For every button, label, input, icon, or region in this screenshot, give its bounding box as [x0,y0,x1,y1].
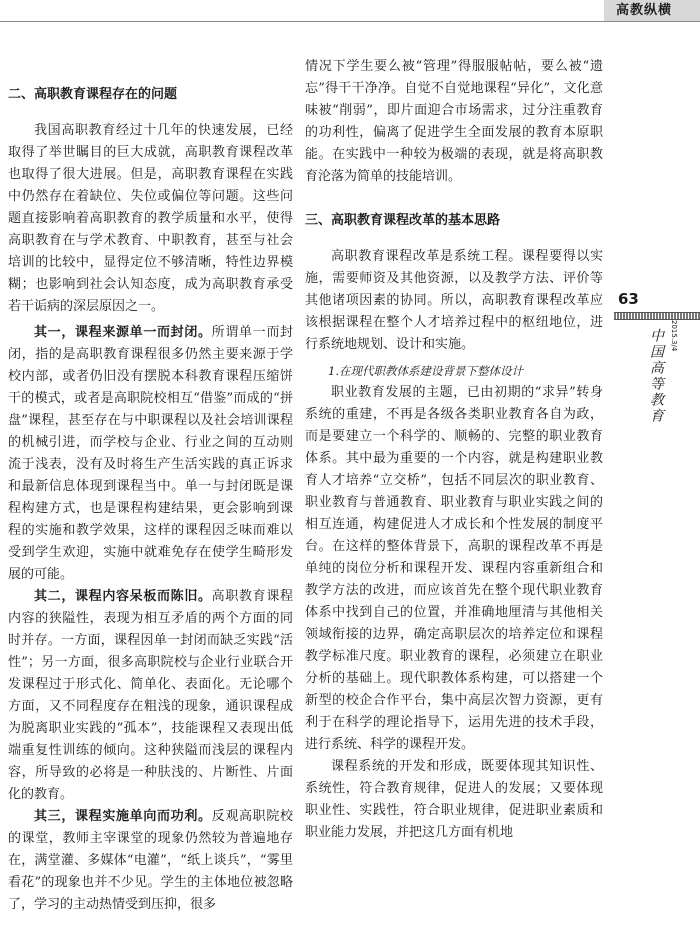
section-title-3: 三、高职教育课程改革的基本思路 [305,213,501,228]
paragraph-2 [8,586,293,806]
section-title-2: 二、高职教育课程存在的问题 [8,87,178,102]
left-column [8,0,293,916]
reform-paragraph-3: 课程系统的开发和形成，既要体现其知识性、系统性，符合教育规律，促进人的发展；又要体现职业性、实践性，符合职业规律，促进职业素质和职业能力发展，并把这几方面有机地 [305,759,603,840]
page-number-bar [614,312,700,320]
paragraph-2-body: 高职教育课程内容的狭隘性，表现为相互矛盾的两个方面的同时并存。一方面，课程因单一封闭而缺乏实践“活性”；另一方面，很多高职院校与企业行业联合开发课程过于形式化、简单化、表面化。无论哪个方面，又不同程度存在粗浅的现象，通识课程成为脱离职业实践的“孤本”，技能课程又表现出低端重复性训练的倾向。这种狭隘而浅层的课程内容，所导致的必将是一种肤浅的、片断性、片面化的教育。 [8,589,293,802]
reform-intro-paragraph: 高职教育课程改革是系统工程。课程要得以实施，需要师资及其他资源，以及教学方法、评价等其他诸项因素的协同。所以，高职教育课程改革应该根据课程在整个人才培养过程中的枢纽地位，进行系统地规划、设计和实施。 [305,249,603,352]
paragraph-3 [8,806,293,916]
reform-paragraph-2: 职业教育发展的主题，已由初期的“求异”转身系统的重建，不再是各级各类职业教育各自为政，而是要建立一个科学的、顺畅的、完整的职业教育体系。其中最为重要的一个内容，就是构建职业教育人才培养“立交桥”，包括不同层次的职业教育、职业教育与普通教育、职业教育与职业实践之间的相互连通，构建促进人才成长和个性发展的制度平台。在这样的整体背景下，高职的课程改革不再是单纯的岗位分析和课程开发、课程内容重新组合和教学方法的改进，而应该首先在整个现代职业教育体系中找到自己的位置，并准确地厘清与其他相关领域衔接的边界，确定高职层次的培养定位和课程教学标准尺度。职业教育的课程，必须建立在职业分析的基础上。现代职教体系构建，可以搭建一个新型的校企合作平台，集中高层次智力资源，更有利于在科学的理论指导下，运用先进的技术手段，进行系统、科学的课程开发。 [305,385,603,752]
subsection-title-1: 1.在现代职教体系建设背景下整体设计 [328,364,523,378]
paragraph-1 [8,322,293,586]
paragraph-3-body: 反观高职院校的课堂，教师主宰课堂的现象仍然较为普遍地存在，满堂灌、多媒体“电灌”，“纸上谈兵”，“雾里看花”的现象也并不少见。学生的主体地位被忽略了，学习的主动热情受到压抑，很多 [8,809,293,912]
continued-paragraph: 情况下学生要么被“管理”得服服帖帖，要么被“遗忘”得干干净净。自觉不自觉地课程“异化”，文化意味被“削弱”，即片面迎合市场需求，过分注重教育的功利性，偏离了促进学生全面发展的教育本原职能。在实践中一种较为极端的表现，就是将高职教育沦落为简单的技能培训。 [305,59,603,184]
magazine-logo: 中国高等教育 [648,328,664,424]
paragraph-1-body: 所谓单一而封闭，指的是高职教育课程很多仍然主要来源于学校内部，或者仍旧没有摆脱本科教育课程压缩饼干的模式，或者是高职院校相互“借鉴”而成的“拼盘”课程，甚至存在与中职课程以及社会培训课程的机械引进，而学校与企业、行业之间的互动则流于浅表，没有及时将生产生活实践的真正诉求和最新信息体现到课程当中。单一与封闭既是课程构建方式，也是课程构建结果，更会影响到课程的实施和教学效果，这样的课程因乏味而难以受到学生欢迎，实施中就难免存在使学生畸形发展的可能。 [8,325,293,582]
intro-paragraph: 我国高职教育经过十几年的快速发展，已经取得了举世瞩目的巨大成就，高职教育课程改革也取得了很大进展。但是，高职教育课程在实践中仍然存在着缺位、失位或偏位等问题。这些问题直接影响着高职教育的教学质量和水平，使得高职教育在与学术教育、中职教育，甚至与社会培训的比较中，显得定位不够清晰，特性边界模糊；也影响到社会认知态度，成为高职教育承受若干诟病的深层原因之一。 [8,123,293,314]
page-number: 63 [618,290,639,308]
paragraph-2-lead: 其二，课程内容呆板而陈旧。 [34,589,212,604]
issue-label: 2015.3/4 [670,320,678,352]
section-tab: 高教纵横 [604,0,700,22]
right-column [305,0,603,844]
page-sidebar [614,290,700,428]
paragraph-1-lead: 其一，课程来源单一而封闭。 [34,325,212,340]
paragraph-3-lead: 其三，课程实施单向而功利。 [34,809,212,824]
